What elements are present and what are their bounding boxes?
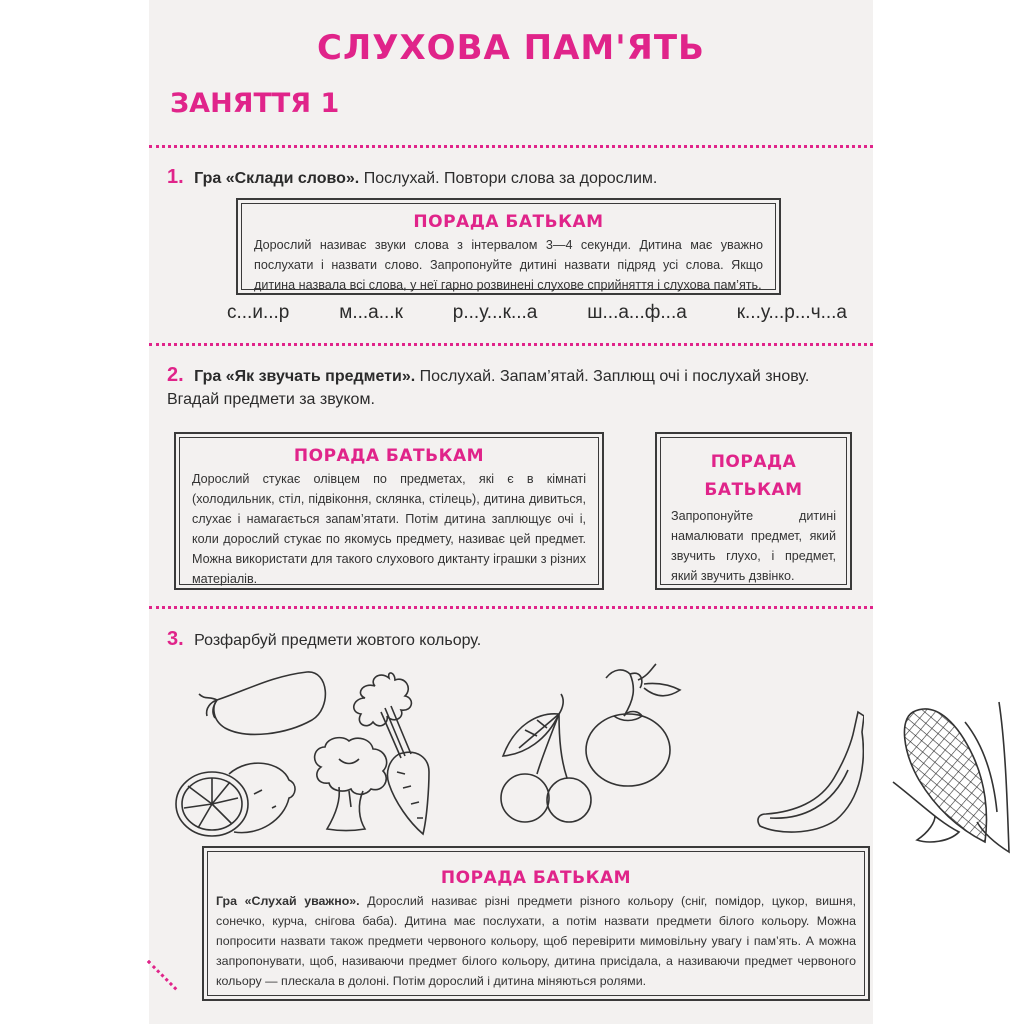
tip-text <box>216 891 856 991</box>
instruction-text: Розфарбуй предмети жовтого кольору. <box>194 632 482 649</box>
parent-tip-box-4 <box>202 846 870 1001</box>
task-2-instruction <box>167 364 857 411</box>
tip-text: Дорослий називає звуки слова з інтервалом 3—4 секунди. Дитина має уважно послухати і назвати слово. Запропонуйте дитині назвати підряд усі слова. Якщо дитина назвала всі слова, у неї гарно розвинені слухове сприйняття і слухова пам’ять. <box>254 238 763 292</box>
tip-title <box>671 448 836 504</box>
tip-text: Запропонуйте дитині намалювати предмет, який звучить глухо, і предмет, який звучить дзвінко. <box>671 509 836 583</box>
page-title: СЛУХОВА ПАМ'ЯТЬ <box>317 28 705 68</box>
syllable-words <box>227 302 847 324</box>
tip-title-line: ПОРАДА <box>710 452 797 472</box>
dotted-divider <box>149 606 873 609</box>
tip-text: Дорослий стукає олівцем по предметах, які є в кімнаті (холодильник, стіл, підвіконня, склянка, стілець), дитина дивиться, слухає і намагається запам’ятати. Потім дитина заплющує очі і, коли дорослий стукає по якомусь предмету, називає цей предмет. Можна використати для такого слухового диктанту іграшки з різних матеріалів. <box>192 472 586 586</box>
task-1-instruction <box>167 166 657 190</box>
tip-title: ПОРАДА БАТЬКАМ <box>413 212 604 232</box>
tip-title: ПОРАДА БАТЬКАМ <box>440 868 632 888</box>
parent-tip-box-1 <box>236 198 781 295</box>
instruction-text: Послухай. Запам’ятай. Заплющ очі і послухай знову. Вгадай предмети за звуком. <box>167 368 810 408</box>
syllable-word: с...и...р <box>227 302 290 323</box>
parent-tip-box-2 <box>174 432 604 590</box>
dotted-divider <box>149 145 873 148</box>
dotted-diagonal <box>147 960 177 990</box>
carrot-icon[interactable] <box>329 668 449 838</box>
instruction-text: Послухай. Повтори слова за дорослим. <box>363 170 658 187</box>
syllable-word: р...у...к...а <box>452 302 538 323</box>
game-name: Гра «Склади слово». <box>194 170 360 187</box>
banana-icon[interactable] <box>754 710 864 835</box>
game-name: Гра «Слухай уважно». <box>216 894 360 908</box>
syllable-word: м...а...к <box>339 302 403 323</box>
tip-title-line: БАТЬКАМ <box>704 480 803 500</box>
task-3-instruction <box>167 628 481 652</box>
lesson-heading: ЗАНЯТТЯ 1 <box>170 88 340 119</box>
syllable-word: к...у...р...ч...а <box>736 302 847 323</box>
syllable-word: ш...а...ф...а <box>587 302 687 323</box>
tomato-icon[interactable] <box>584 660 704 790</box>
task-number: 3. <box>167 628 184 650</box>
parent-tip-box-3 <box>655 432 852 590</box>
game-name: Гра «Як звучать предмети». <box>194 368 416 385</box>
tip-body: Дорослий називає різні предмети різного кольору (сніг, помідор, цукор, вишня, сонечко, курча, снігова баба). Дитина має послухати, а потім назвати предмети білого кольору. Можна попросити назвати також предмети червоного кольору, щоб перевірити мимовільну увагу і пам’ять. А можна запропонувати, щоб, називаючи предмет білого кольору, дитина присідала, а називаючи предмет червоного кольору — плескала в долоні. Потім дорослий і дитина міняються ролями. <box>216 894 856 988</box>
dotted-divider <box>149 343 873 346</box>
lemon-icon[interactable] <box>174 758 299 838</box>
task-number: 1. <box>167 166 184 188</box>
task-number: 2. <box>167 364 184 386</box>
workbook-page <box>149 0 873 1024</box>
eggplant-icon[interactable] <box>187 668 332 738</box>
tip-title: ПОРАДА БАТЬКАМ <box>293 446 485 466</box>
corn-icon[interactable] <box>889 692 1014 862</box>
